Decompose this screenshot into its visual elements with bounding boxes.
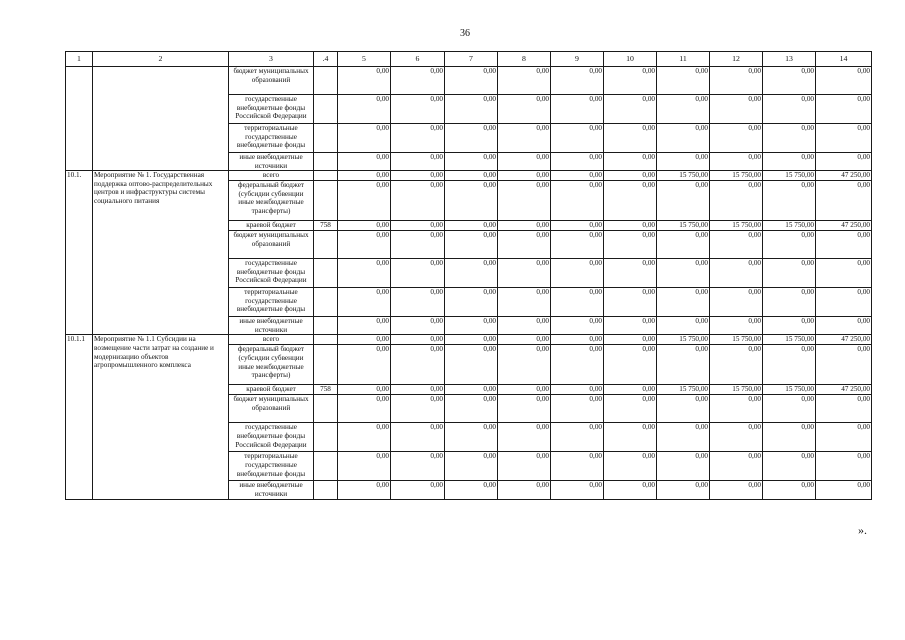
amount-cell: 0,00 [710, 181, 763, 221]
amount-cell: 0,00 [551, 221, 604, 231]
amount-cell: 0,00 [763, 124, 816, 153]
amount-cell: 15 750,00 [710, 335, 763, 345]
funding-source: всего [229, 335, 314, 345]
funding-source: территориальные государственные внебюджетные фонды [229, 452, 314, 481]
amount-cell: 0,00 [338, 345, 391, 385]
amount-cell: 0,00 [445, 259, 498, 288]
amount-cell: 0,00 [657, 288, 710, 317]
column-number: 3 [229, 52, 314, 67]
amount-cell: 0,00 [391, 153, 445, 171]
amount-cell: 15 750,00 [710, 385, 763, 395]
amount-cell: 0,00 [445, 452, 498, 481]
amount-cell: 0,00 [604, 153, 657, 171]
column-number: 1 [66, 52, 93, 67]
measure-name: Мероприятие № 1.1 Субсидии на возмещение части затрат на создание и модернизацию объектов агропромышленного комплекса [93, 335, 229, 499]
budget-code [314, 67, 338, 95]
amount-cell: 0,00 [338, 452, 391, 481]
amount-cell: 0,00 [445, 385, 498, 395]
amount-cell: 0,00 [391, 395, 445, 423]
amount-cell: 0,00 [338, 335, 391, 345]
budget-code [314, 452, 338, 481]
amount-cell: 0,00 [498, 423, 551, 452]
amount-cell: 0,00 [816, 153, 872, 171]
budget-code [314, 317, 338, 335]
measure-name: Мероприятие № 1. Государственная поддержка оптово-распределительных центров и инфраструктуры системы социального питания [93, 171, 229, 335]
amount-cell: 0,00 [763, 395, 816, 423]
amount-cell: 0,00 [657, 452, 710, 481]
amount-cell: 0,00 [498, 452, 551, 481]
amount-cell: 0,00 [710, 317, 763, 335]
amount-cell: 0,00 [338, 481, 391, 499]
amount-cell: 0,00 [391, 335, 445, 345]
table-row [66, 335, 872, 345]
measure-index [66, 67, 93, 171]
amount-cell: 0,00 [551, 231, 604, 259]
amount-cell: 0,00 [816, 345, 872, 385]
amount-cell: 0,00 [763, 181, 816, 221]
amount-cell: 0,00 [498, 335, 551, 345]
amount-cell: 0,00 [391, 181, 445, 221]
amount-cell: 0,00 [498, 288, 551, 317]
amount-cell: 0,00 [391, 259, 445, 288]
amount-cell: 0,00 [338, 67, 391, 95]
amount-cell: 0,00 [391, 124, 445, 153]
amount-cell: 0,00 [657, 124, 710, 153]
amount-cell: 0,00 [445, 345, 498, 385]
amount-cell: 0,00 [710, 423, 763, 452]
amount-cell: 0,00 [604, 124, 657, 153]
amount-cell: 0,00 [445, 67, 498, 95]
page-number: 36 [460, 28, 470, 39]
amount-cell: 0,00 [763, 67, 816, 95]
amount-cell: 0,00 [763, 481, 816, 499]
budget-code [314, 153, 338, 171]
amount-cell: 0,00 [657, 345, 710, 385]
amount-cell: 0,00 [551, 395, 604, 423]
column-number: 2 [93, 52, 229, 67]
amount-cell: 0,00 [604, 181, 657, 221]
amount-cell: 0,00 [338, 231, 391, 259]
amount-cell: 0,00 [338, 153, 391, 171]
amount-cell: 0,00 [551, 124, 604, 153]
amount-cell: 15 750,00 [710, 171, 763, 181]
budget-code [314, 423, 338, 452]
amount-cell: 0,00 [498, 171, 551, 181]
amount-cell: 0,00 [604, 95, 657, 124]
amount-cell: 0,00 [498, 95, 551, 124]
amount-cell: 15 750,00 [763, 221, 816, 231]
amount-cell: 0,00 [391, 317, 445, 335]
funding-source: территориальные государственные внебюджетные фонды [229, 124, 314, 153]
column-number: 13 [763, 52, 816, 67]
amount-cell: 15 750,00 [710, 221, 763, 231]
amount-cell: 0,00 [816, 317, 872, 335]
funding-source: иные внебюджетные источники [229, 317, 314, 335]
amount-cell: 0,00 [391, 345, 445, 385]
amount-cell: 0,00 [604, 259, 657, 288]
budget-code [314, 395, 338, 423]
amount-cell: 0,00 [338, 288, 391, 317]
column-number: 14 [816, 52, 872, 67]
amount-cell: 0,00 [445, 335, 498, 345]
column-number-row [66, 52, 872, 67]
column-number: 7 [445, 52, 498, 67]
amount-cell: 0,00 [710, 153, 763, 171]
amount-cell: 0,00 [498, 481, 551, 499]
amount-cell: 0,00 [816, 67, 872, 95]
closing-quote-mark: ». [858, 523, 867, 537]
budget-code [314, 335, 338, 345]
funding-source: краевой бюджет [229, 221, 314, 231]
amount-cell: 0,00 [338, 171, 391, 181]
amount-cell: 0,00 [816, 481, 872, 499]
amount-cell: 0,00 [604, 385, 657, 395]
amount-cell: 0,00 [657, 395, 710, 423]
budget-code [314, 259, 338, 288]
amount-cell: 0,00 [657, 423, 710, 452]
amount-cell: 0,00 [391, 231, 445, 259]
amount-cell: 0,00 [763, 452, 816, 481]
amount-cell: 0,00 [551, 181, 604, 221]
amount-cell: 0,00 [498, 231, 551, 259]
amount-cell: 0,00 [604, 395, 657, 423]
amount-cell: 0,00 [338, 317, 391, 335]
funding-source: иные внебюджетные источники [229, 153, 314, 171]
amount-cell: 0,00 [551, 423, 604, 452]
amount-cell: 0,00 [604, 171, 657, 181]
amount-cell: 0,00 [445, 95, 498, 124]
amount-cell: 0,00 [391, 452, 445, 481]
amount-cell: 0,00 [710, 95, 763, 124]
amount-cell: 0,00 [391, 221, 445, 231]
amount-cell: 0,00 [710, 231, 763, 259]
column-number: 6 [391, 52, 445, 67]
amount-cell: 0,00 [604, 221, 657, 231]
amount-cell: 0,00 [657, 259, 710, 288]
amount-cell: 0,00 [338, 181, 391, 221]
budget-code [314, 95, 338, 124]
amount-cell: 47 250,00 [816, 171, 872, 181]
budget-code [314, 481, 338, 499]
amount-cell: 0,00 [498, 181, 551, 221]
amount-cell: 0,00 [498, 153, 551, 171]
amount-cell: 0,00 [338, 423, 391, 452]
amount-cell: 0,00 [657, 181, 710, 221]
budget-code [314, 288, 338, 317]
funding-source: территориальные государственные внебюджетные фонды [229, 288, 314, 317]
amount-cell: 15 750,00 [763, 171, 816, 181]
funding-source: бюджет муниципальных образований [229, 395, 314, 423]
amount-cell: 0,00 [551, 452, 604, 481]
measure-index: 10.1. [66, 171, 93, 335]
table-row [66, 67, 872, 95]
column-number: 12 [710, 52, 763, 67]
amount-cell: 0,00 [710, 259, 763, 288]
amount-cell: 0,00 [338, 259, 391, 288]
amount-cell: 0,00 [657, 67, 710, 95]
amount-cell: 0,00 [498, 67, 551, 95]
amount-cell: 0,00 [763, 95, 816, 124]
amount-cell: 0,00 [445, 423, 498, 452]
amount-cell: 0,00 [657, 317, 710, 335]
amount-cell: 0,00 [604, 67, 657, 95]
amount-cell: 0,00 [710, 452, 763, 481]
amount-cell: 0,00 [391, 95, 445, 124]
amount-cell: 0,00 [498, 385, 551, 395]
column-number: 5 [338, 52, 391, 67]
table-row [66, 171, 872, 181]
amount-cell: 0,00 [710, 395, 763, 423]
table-body [66, 52, 872, 500]
measure-name [93, 67, 229, 171]
amount-cell: 0,00 [445, 481, 498, 499]
amount-cell: 0,00 [391, 67, 445, 95]
amount-cell: 0,00 [391, 171, 445, 181]
budget-code: 758 [314, 385, 338, 395]
amount-cell: 15 750,00 [657, 171, 710, 181]
amount-cell: 0,00 [338, 95, 391, 124]
amount-cell: 0,00 [498, 259, 551, 288]
amount-cell: 0,00 [551, 345, 604, 385]
column-number: 8 [498, 52, 551, 67]
amount-cell: 0,00 [604, 288, 657, 317]
amount-cell: 0,00 [551, 335, 604, 345]
amount-cell: 0,00 [445, 124, 498, 153]
funding-source: федеральный бюджет (субсидии субвенции иные межбюджетные трансферты) [229, 345, 314, 385]
amount-cell: 0,00 [391, 481, 445, 499]
funding-source: бюджет муниципальных образований [229, 67, 314, 95]
funding-source: краевой бюджет [229, 385, 314, 395]
budget-code [314, 171, 338, 181]
amount-cell: 47 250,00 [816, 335, 872, 345]
amount-cell: 47 250,00 [816, 385, 872, 395]
amount-cell: 0,00 [816, 288, 872, 317]
amount-cell: 0,00 [551, 385, 604, 395]
amount-cell: 0,00 [604, 335, 657, 345]
amount-cell: 0,00 [657, 481, 710, 499]
budget-code [314, 231, 338, 259]
amount-cell: 0,00 [710, 288, 763, 317]
amount-cell: 0,00 [604, 317, 657, 335]
measure-index: 10.1.1 [66, 335, 93, 499]
amount-cell: 15 750,00 [657, 221, 710, 231]
amount-cell: 0,00 [816, 423, 872, 452]
amount-cell: 0,00 [391, 288, 445, 317]
amount-cell: 0,00 [710, 345, 763, 385]
amount-cell: 0,00 [445, 181, 498, 221]
amount-cell: 0,00 [445, 395, 498, 423]
funding-source: всего [229, 171, 314, 181]
amount-cell: 0,00 [445, 171, 498, 181]
amount-cell: 0,00 [338, 385, 391, 395]
amount-cell: 0,00 [551, 481, 604, 499]
funding-source: федеральный бюджет (субсидии субвенции иные межбюджетные трансферты) [229, 181, 314, 221]
amount-cell: 0,00 [816, 395, 872, 423]
amount-cell: 0,00 [604, 231, 657, 259]
funding-source: государственные внебюджетные фонды Российской Федерации [229, 95, 314, 124]
amount-cell: 0,00 [816, 452, 872, 481]
amount-cell: 0,00 [551, 317, 604, 335]
budget-code [314, 345, 338, 385]
amount-cell: 0,00 [710, 481, 763, 499]
amount-cell: 0,00 [498, 221, 551, 231]
amount-cell: 0,00 [445, 221, 498, 231]
amount-cell: 0,00 [445, 153, 498, 171]
amount-cell: 0,00 [445, 231, 498, 259]
amount-cell: 0,00 [710, 67, 763, 95]
budget-code [314, 124, 338, 153]
amount-cell: 0,00 [551, 153, 604, 171]
column-number: 11 [657, 52, 710, 67]
amount-cell: 15 750,00 [763, 385, 816, 395]
amount-cell: 0,00 [657, 231, 710, 259]
amount-cell: 0,00 [604, 452, 657, 481]
amount-cell: 0,00 [498, 317, 551, 335]
amount-cell: 0,00 [763, 288, 816, 317]
amount-cell: 0,00 [338, 221, 391, 231]
amount-cell: 0,00 [657, 95, 710, 124]
amount-cell: 0,00 [445, 288, 498, 317]
amount-cell: 0,00 [816, 181, 872, 221]
amount-cell: 0,00 [498, 395, 551, 423]
amount-cell: 0,00 [498, 124, 551, 153]
budget-table [65, 51, 872, 500]
amount-cell: 0,00 [551, 95, 604, 124]
amount-cell: 0,00 [551, 171, 604, 181]
amount-cell: 0,00 [604, 481, 657, 499]
amount-cell: 0,00 [391, 423, 445, 452]
amount-cell: 15 750,00 [657, 335, 710, 345]
amount-cell: 0,00 [445, 317, 498, 335]
amount-cell: 0,00 [657, 153, 710, 171]
funding-source: государственные внебюджетные фонды Российской Федерации [229, 423, 314, 452]
amount-cell: 0,00 [763, 423, 816, 452]
amount-cell: 0,00 [763, 231, 816, 259]
amount-cell: 0,00 [763, 345, 816, 385]
amount-cell: 0,00 [710, 124, 763, 153]
amount-cell: 0,00 [338, 124, 391, 153]
amount-cell: 15 750,00 [763, 335, 816, 345]
amount-cell: 0,00 [816, 231, 872, 259]
amount-cell: 0,00 [763, 317, 816, 335]
amount-cell: 0,00 [498, 345, 551, 385]
column-number: 9 [551, 52, 604, 67]
amount-cell: 47 250,00 [816, 221, 872, 231]
amount-cell: 0,00 [763, 153, 816, 171]
amount-cell: 0,00 [551, 288, 604, 317]
amount-cell: 0,00 [604, 423, 657, 452]
funding-source: бюджет муниципальных образований [229, 231, 314, 259]
amount-cell: 0,00 [338, 395, 391, 423]
amount-cell: 0,00 [816, 124, 872, 153]
funding-source: государственные внебюджетные фонды Российской Федерации [229, 259, 314, 288]
column-number: .4 [314, 52, 338, 67]
amount-cell: 0,00 [816, 95, 872, 124]
budget-code [314, 181, 338, 221]
funding-source: иные внебюджетные источники [229, 481, 314, 499]
budget-code: 758 [314, 221, 338, 231]
amount-cell: 0,00 [604, 345, 657, 385]
amount-cell: 0,00 [551, 67, 604, 95]
column-number: 10 [604, 52, 657, 67]
amount-cell: 0,00 [391, 385, 445, 395]
amount-cell: 15 750,00 [657, 385, 710, 395]
amount-cell: 0,00 [763, 259, 816, 288]
amount-cell: 0,00 [551, 259, 604, 288]
amount-cell: 0,00 [816, 259, 872, 288]
